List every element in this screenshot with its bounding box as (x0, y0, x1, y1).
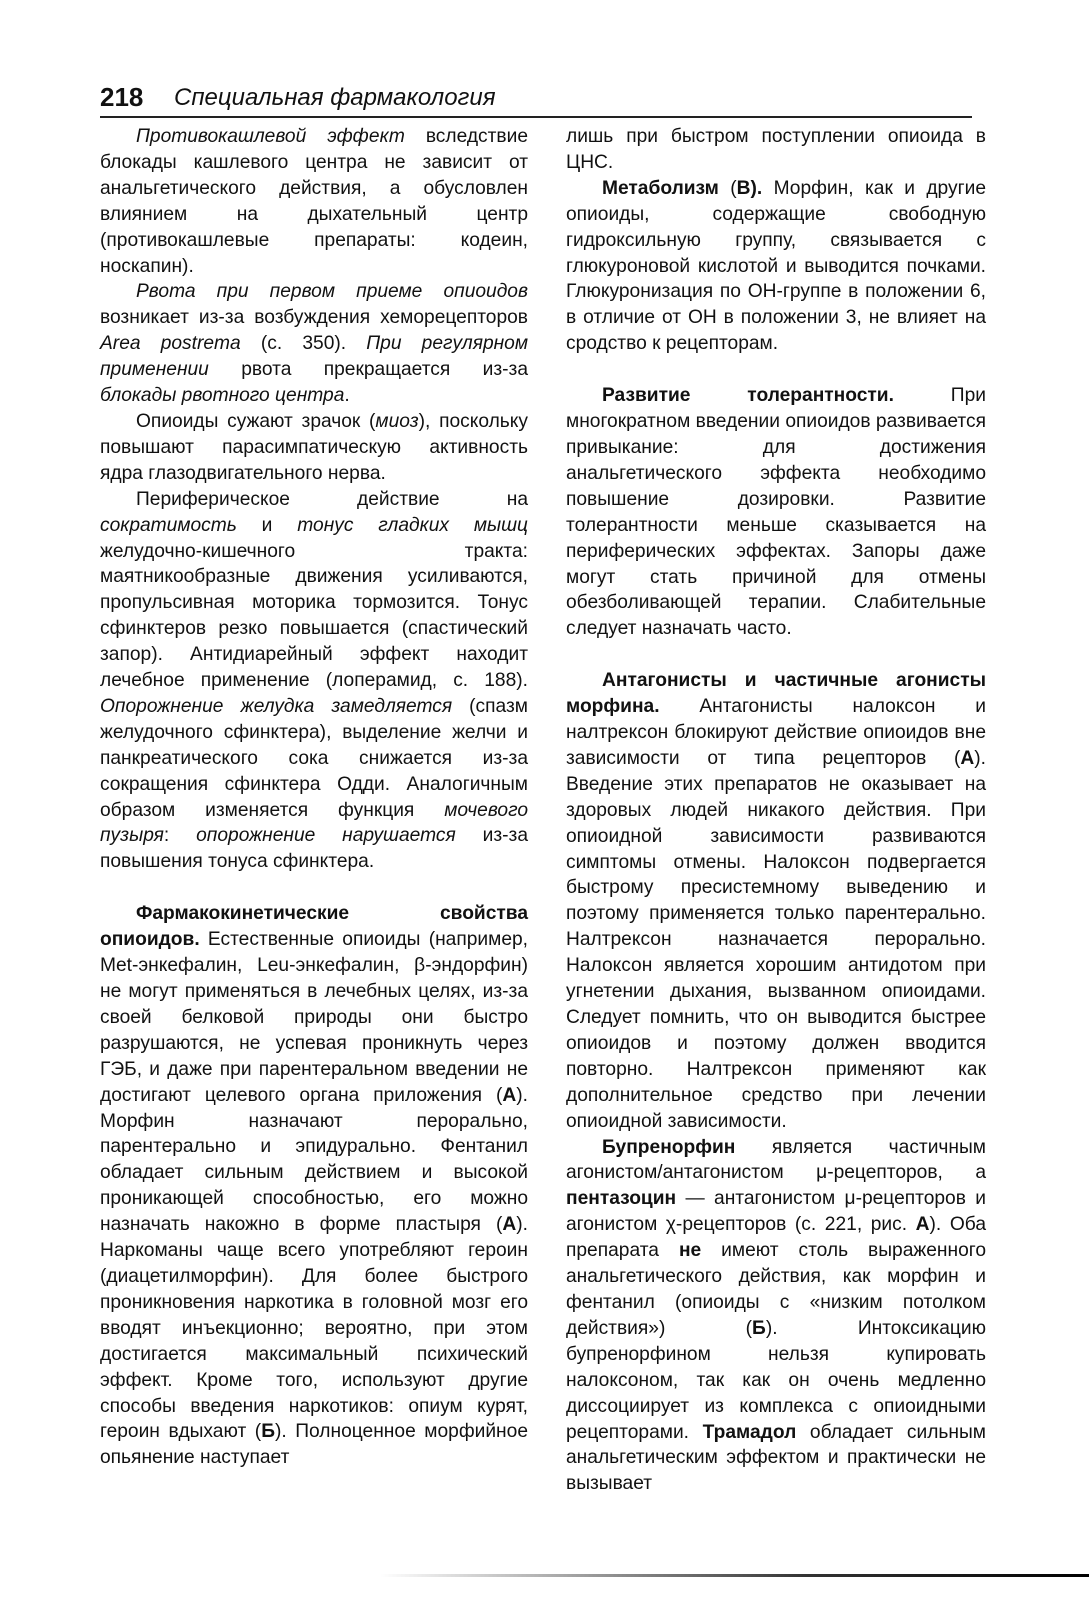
paragraph-buprenorphine: Бупренорфин является частичным агонистом/антагонистом μ-рецепторов, а пентазоцин — антагонистом μ-рецепторов и агонистом χ-рецепторов (с. 221, рис. А). Оба препарата не имеют столь выраженного анальгетического действия, как морфин и фентанил (опиоиды с «низким потолком действия») (Б). Интоксикацию бупренорфином нельзя купировать налоксоном, так как он очень медленно диссоциирует из комплекса с опиоидными рецепторами. Трамадол обладает сильным анальгетическим эффектом и практически не вызывает (566, 1136, 986, 1495)
running-title: Специальная фармакология (174, 84, 496, 111)
page-header (100, 82, 972, 118)
paragraph-vomiting: Рвота при первом приеме опиоидов возникает из-за возбуждения хеморецепторов Area postrema (с. 350). При регулярном применении рвота прекращается из-за блокады рвотного центра. (100, 281, 528, 407)
paragraph-miosis: Опиоиды сужают зрачок (миоз), поскольку повышают парасимпатическую активность ядра глазодвигательного нерва. (100, 410, 528, 484)
section-heading: Антагонисты и частичные агонисты морфина. (566, 670, 986, 718)
section-heading: Метаболизм (602, 177, 719, 199)
paragraph-tolerance: Развитие толерантности. При многократном введении опиоидов развивается привыкание: для достижения анальгетического эффекта необходимо повышение дозировки. Развитие толерантности меньше сказывается на периферических эффектах. Запоры даже могут стать причиной для отмены обезболивающей терапии. Слабительные следует назначать часто. (566, 385, 986, 640)
right-column (566, 124, 986, 1497)
paragraph-antagonists: Антагонисты и частичные агонисты морфина. Антагонисты налоксон и налтрексон блокируют действие опиоидов вне зависимости от типа рецепторов (А). Введение этих препаратов не оказывает на здоровых людей никакого действия. При опиоидной зависимости развиваются симптомы отмены. Налоксон подвергается быстрому пресистемному выведению и поэтому применяется только парентерально. Налтрексон назначается перорально. Налоксон является хорошим антидотом при угнетении дыхания, вызванном опиоидами. Следует помнить, что он выводится быстрее опиоидов и поэтому должен вводится повторно. Налтрексон применяют как дополнительное средство при лечении опиоидной зависимости. (566, 670, 986, 1132)
section-heading: Развитие толерантности. (602, 385, 894, 407)
footer-rule (380, 1574, 1089, 1577)
left-column (100, 124, 528, 1471)
paragraph-pharmacokinetics: Фармакокинетические свойства опиоидов. Естественные опиоиды (например, Met-энкефалин, Leu-энкефалин, β-эндорфин) не могут применяться в лечебных целях, из-за своей белковой природы они быстро разрушаются, не успевая проникнуть через ГЭБ, и даже при парентеральном введении не достигают целевого органа приложения (А). Морфин назначают перорально, парентерально и эпидурально. Фентанил обладает сильным действием и высокой проникающей способностью, его можно назначать накожно в форме пластыря (А). Наркоманы чаще всего употребляют героин (диацетилморфин). Для более быстрого проникновения наркотика в головной мозг его вводят инъекционно; вероятно, при этом достигается максимальный психический эффект. Кроме того, используют другие способы введения наркотиков: опиум курят, героин вдыхают (Б). Полноценное морфийное опьянение наступает (100, 903, 528, 1469)
paragraph-continuation: лишь при быстром поступлении опиоида в ЦНС. (566, 126, 986, 173)
paragraph-metabolism: Метаболизм (В). Морфин, как и другие опиоиды, содержащие свободную гидроксильную группу, связывается с глюкуроновой кислотой и выводится почками. Глюкуронизация по ОН-группе в положении 6, в отличие от ОН в положении 3, не влияет на сродство к рецепторам. (566, 177, 986, 355)
paragraph-antitussive: Противокашлевой эффект вследствие блокады кашлевого центра не зависит от анальгетического действия, а обусловлен влиянием на дыхательный центр (противокашлевые препараты: кодеин, носкапин). (100, 126, 528, 277)
section-heading: Фармакокинетические свойства опиоидов. (100, 903, 528, 951)
page-number: 218 (100, 82, 144, 112)
paragraph-peripheral: Периферическое действие на сократимость и тонус гладких мышц желудочно-кишечного тракта: маятникообразные движения усиливаются, пропульсивная моторика тормозится. Тонус сфинктеров резко повышается (спастический запор). Антидиарейный эффект находит лечебное применение (лоперамид, с. 188). Опорожнение желудка замедляется (спазм желудочного сфинктера), выделение желчи и панкреатического сока снижается из-за сокращения сфинктера Одди. Аналогичным образом изменяется функция мочевого пузыря: опорожнение нарушается из-за повышения тонуса сфинктера. (100, 488, 528, 873)
